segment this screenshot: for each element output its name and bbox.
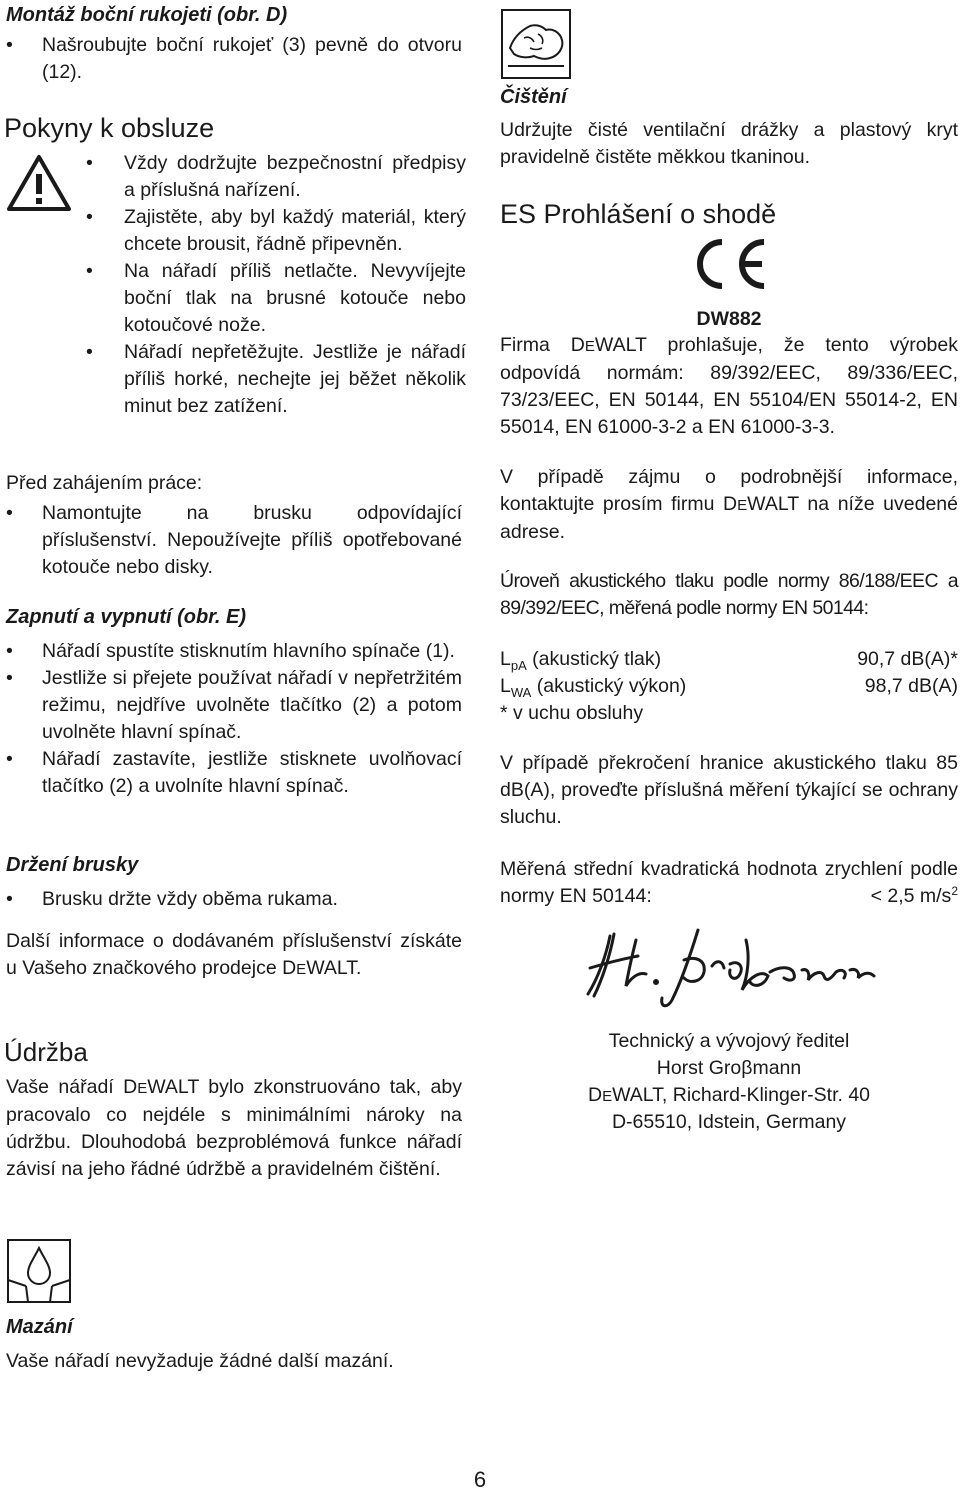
page-number: 6 [473, 1467, 487, 1492]
cleaning-heading: Čištění [500, 86, 567, 108]
lubrication-text: Vaše nářadí nevyžaduje žádné další mazání. [6, 1350, 394, 1372]
holding-list [6, 886, 462, 913]
list-item: • Zajistěte, aby byl každý materiál, který chcete brousit, řádně připevněn. [86, 204, 466, 258]
maintenance-heading: Údržba [4, 1037, 88, 1067]
switch-list [6, 638, 462, 800]
operation-heading: Pokyny k obsluze [4, 113, 215, 143]
contact-text: V případě zájmu o podrobnější informace, kontaktujte prosím firmu DEWALT na níže uvedené adrese. [500, 466, 958, 543]
declaration-text: Firma DEWALT prohlašuje, že tento výrobek odpovídá normám: 89/392/EEC, 89/336/EEC, 73/23/EEC, EN 50144, EN 55104/EN 55014-2, EN 55014, EN 61000-3-2 a EN 61000-3-3. [500, 334, 958, 438]
lubrication-heading: Mazání [6, 1316, 73, 1338]
list-item: • Nářadí spustíte stisknutím hlavního spínače (1). [6, 638, 462, 665]
noise-intro: Úroveň akustického tlaku podle normy 86/188/EEC a 89/392/EEC, měřená podle normy EN 50144: [500, 570, 958, 619]
noise-lwa-value: 98,7 dB(A) [864, 675, 958, 697]
list-item: • Nářadí nepřetěžujte. Jestliže je nářadí příliš horké, nechejte jej běžet několik minut bez zatížení. [86, 339, 466, 420]
list-item: • Jestliže si přejete používat nářadí v nepřetržitém režimu, nejdříve uvolněte tlačítko (2) a potom uvolněte hlavní spínač. [6, 665, 462, 746]
before-work-list [6, 500, 462, 581]
noise-lpa-row [500, 646, 958, 673]
maintenance-text: Vaše nářadí DEWALT bylo zkonstruováno tak, aby pracovalo co nejdéle s minimálními nároky na údržbu. Dlouhodobá bezproblémová funkce nářadí závisí na jeho řádné údržbě a pravidelném čištění. [6, 1076, 462, 1180]
list-item: • Namontujte na brusku odpovídající příslušenství. Nepoužívejte příliš opotřebované kotouče nebo disky. [6, 500, 462, 581]
noise-footnote: * v uchu obsluhy [500, 702, 644, 724]
accessories-text: Další informace o dodávaném příslušenství získáte u Vašeho značkového prodejce DEWALT. [6, 930, 462, 979]
side-handle-heading: Montáž boční rukojeti (obr. D) [6, 4, 288, 26]
list-item: • Na nářadí příliš netlačte. Nevyvíjejte boční tlak na brusné kotouče nebo kotoučové nože. [86, 258, 466, 339]
vibration-text: Měřená střední kvadratická hodnota zrychlení podle normy EN 50144: [500, 858, 958, 907]
holding-heading: Držení brusky [6, 854, 139, 876]
cleaning-cloth-icon [500, 8, 572, 80]
ce-mark-icon [688, 236, 768, 292]
signatory-name: Horst Groβmann [656, 1057, 802, 1079]
noise-lpa-value: 90,7 dB(A)* [857, 648, 958, 670]
cleaning-text: Udržujte čisté ventilační drážky a plastový kryt pravidelně čistěte měkkou tkaninou. [500, 119, 958, 168]
oil-drop-icon [6, 1238, 72, 1304]
list-item: • Vždy dodržujte bezpečnostní předpisy a příslušná nařízení. [86, 150, 466, 204]
side-handle-list [6, 32, 462, 86]
noise-lwa-label: $L_{WA}$ (akustický výkon) [500, 675, 687, 700]
signature [580, 916, 880, 1012]
signatory-company: DEWALT, Richard-Klinger-Str. 40 [587, 1084, 871, 1106]
before-work-label: Před zahájením práce: [6, 472, 203, 494]
noise-lpa-label: $L_{pA}$ (akustický tlak) [500, 648, 662, 673]
model-number: DW882 [696, 308, 762, 330]
signatory-role: Technický a vývojový ředitel [608, 1030, 850, 1052]
vibration-value: < 2,5 $m/s^2$ [870, 884, 958, 907]
switch-heading: Zapnutí a vypnutí (obr. E) [6, 606, 246, 628]
list-item: • Našroubujte boční rukojeť (3) pevně do otvoru (12). [6, 32, 462, 86]
list-item: • Nářadí zastavíte, jestliže stisknete uvolňovací tlačítko (2) a uvolníte hlavní spínač. [6, 746, 462, 800]
warning-icon [6, 154, 72, 212]
noise-lwa-row [500, 673, 958, 700]
safety-list [86, 150, 466, 420]
noise-warning: V případě překročení hranice akustického tlaku 85 dB(A), proveďte příslušná měření týkající se ochrany sluchu. [500, 752, 958, 828]
declaration-heading: ES Prohlášení o shodě [500, 199, 777, 229]
signatory-city: D-65510, Idstein, Germany [611, 1111, 847, 1133]
list-item: • Brusku držte vždy oběma rukama. [6, 886, 462, 913]
